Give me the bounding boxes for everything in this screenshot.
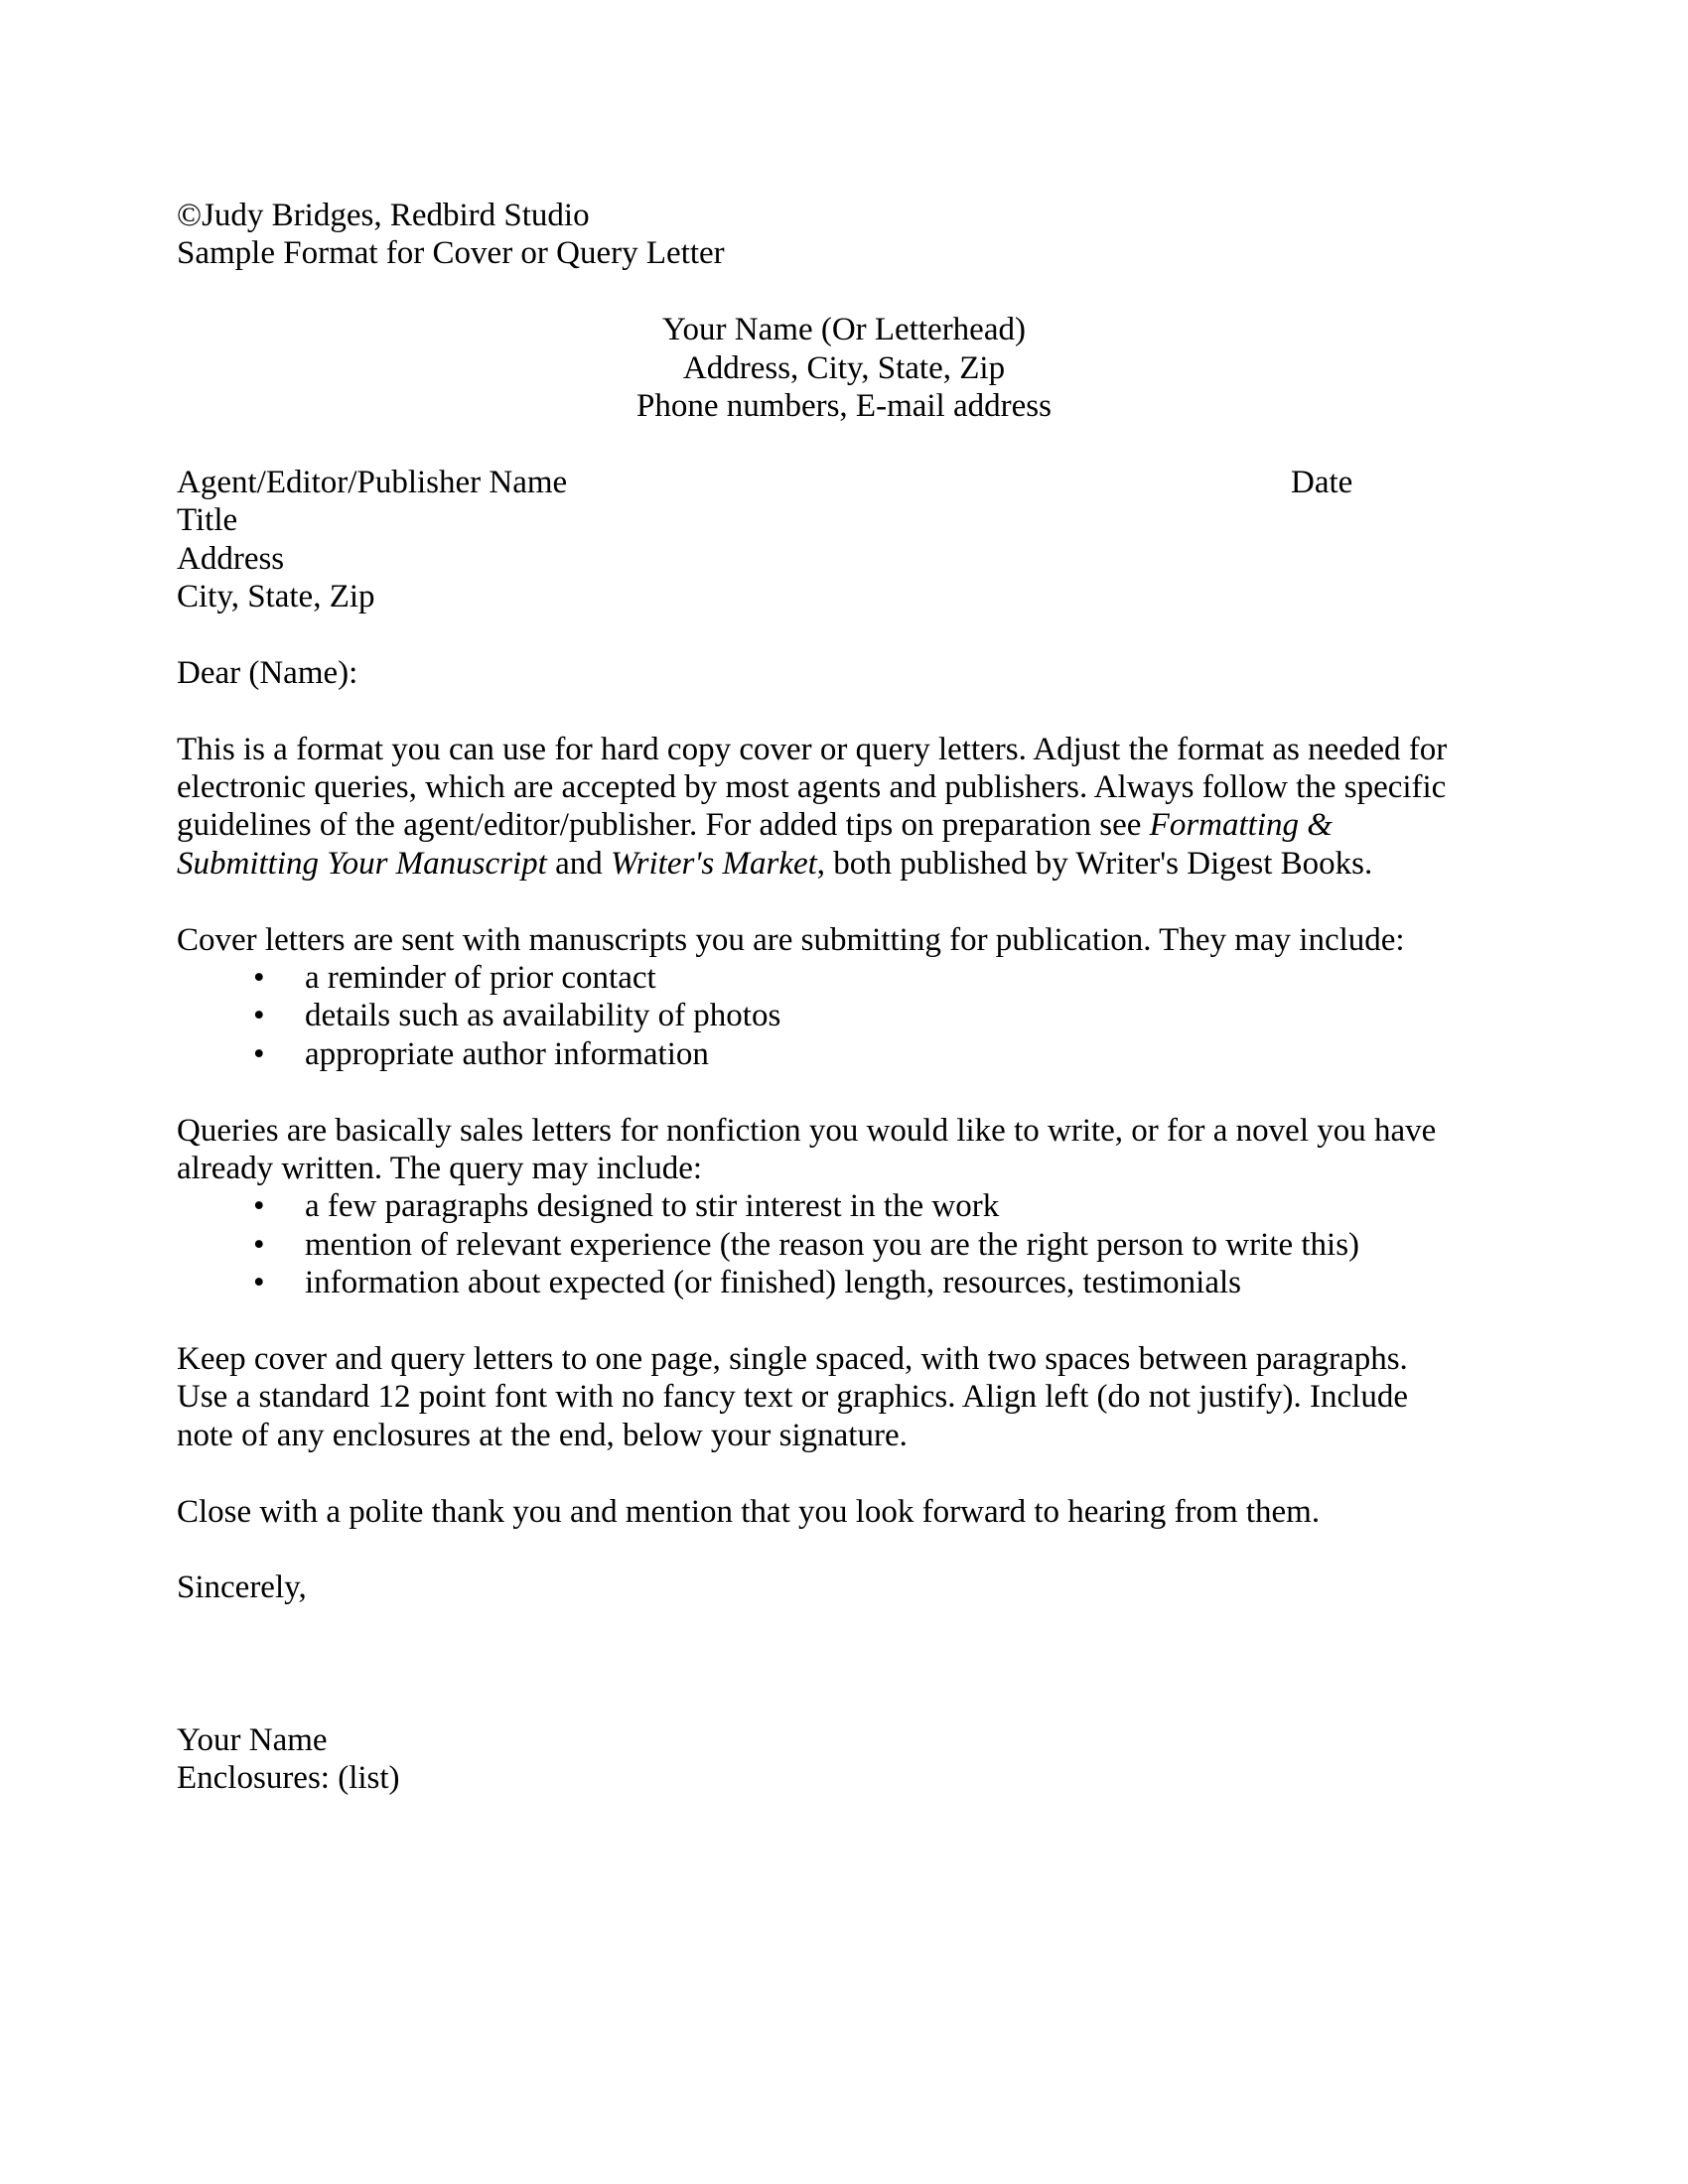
- recipient-address: Address: [177, 540, 285, 577]
- recipient-name-line: [177, 464, 1489, 501]
- cover-bullet-list: [177, 959, 1489, 1073]
- bullet-text: mention of relevant experience (the reason you are the right person to write this): [305, 1226, 1360, 1263]
- letterhead-block: [177, 311, 1511, 425]
- letterhead-name: Your Name (Or Letterhead): [662, 312, 1026, 348]
- recipient-block: [177, 464, 1489, 616]
- credit-line: ©Judy Bridges, Redbird Studio: [177, 198, 590, 233]
- signature-name: Your Name: [177, 1722, 328, 1759]
- bullet-text: a few paragraphs designed to stir interest in the work: [305, 1188, 1000, 1225]
- signoff: Sincerely,: [177, 1570, 307, 1606]
- salutation: Dear (Name):: [177, 654, 358, 691]
- bullet-text: information about expected (or finished) length, resources, testimonials: [305, 1265, 1241, 1301]
- closing-paragraph: Close with a polite thank you and mention that you look forward to hearing from them.: [177, 1493, 1321, 1530]
- enclosures-note: Enclosures: (list): [177, 1760, 400, 1797]
- bullet-item: [177, 1187, 1489, 1225]
- letter-content: [177, 197, 1489, 1798]
- bullet-icon: •: [253, 1265, 265, 1301]
- intro-paragraph: This is a format you can use for hard copy cover or query letters. Adjust the format as needed for electronic queries, which are accepted by most agents and publishers. Always follow the specific guidelines of the agent/editor/publisher. For added tips on preparation see Formatting & Submitting Your Manuscript and Writer's Market, both published by Writer's Digest Books.: [177, 731, 1448, 882]
- bullet-text: a reminder of prior contact: [305, 960, 656, 997]
- queries-paragraph: Queries are basically sales letters for nonfiction you would like to write, or for a novel you have already written. The query may include:: [177, 1112, 1437, 1187]
- bullet-item: [177, 959, 1489, 997]
- letterhead-contact: Phone numbers, E-mail address: [636, 388, 1052, 425]
- bullet-item: [177, 1035, 1489, 1073]
- bullet-icon: •: [253, 960, 265, 997]
- format-paragraph: Keep cover and query letters to one page, single spaced, with two spaces between paragraphs. Use a standard 12 point font with no fancy text or graphics. Align left (do not justify). Include note of any enclosures at the end, below your signature.: [177, 1341, 1408, 1453]
- bullet-icon: •: [253, 1226, 265, 1263]
- document-title: Sample Format for Cover or Query Letter: [177, 235, 725, 272]
- bullet-item: [177, 1264, 1489, 1301]
- bullet-item: [177, 1226, 1489, 1264]
- bullet-text: details such as availability of photos: [305, 998, 781, 1034]
- bullet-icon: •: [253, 1188, 265, 1225]
- bullet-icon: •: [253, 1035, 265, 1072]
- bullet-text: appropriate author information: [305, 1035, 709, 1072]
- date-label: Date: [1291, 464, 1353, 500]
- recipient-name: Agent/Editor/Publisher Name: [177, 464, 568, 500]
- query-bullet-list: [177, 1187, 1489, 1301]
- letterhead-address: Address, City, State, Zip: [682, 349, 1006, 386]
- bullet-icon: •: [253, 998, 265, 1034]
- recipient-title: Title: [177, 502, 238, 539]
- cover-letters-paragraph: Cover letters are sent with manuscripts you are submitting for publication. They may include:: [177, 921, 1405, 958]
- recipient-city-state-zip: City, State, Zip: [177, 579, 375, 615]
- bullet-item: [177, 997, 1489, 1034]
